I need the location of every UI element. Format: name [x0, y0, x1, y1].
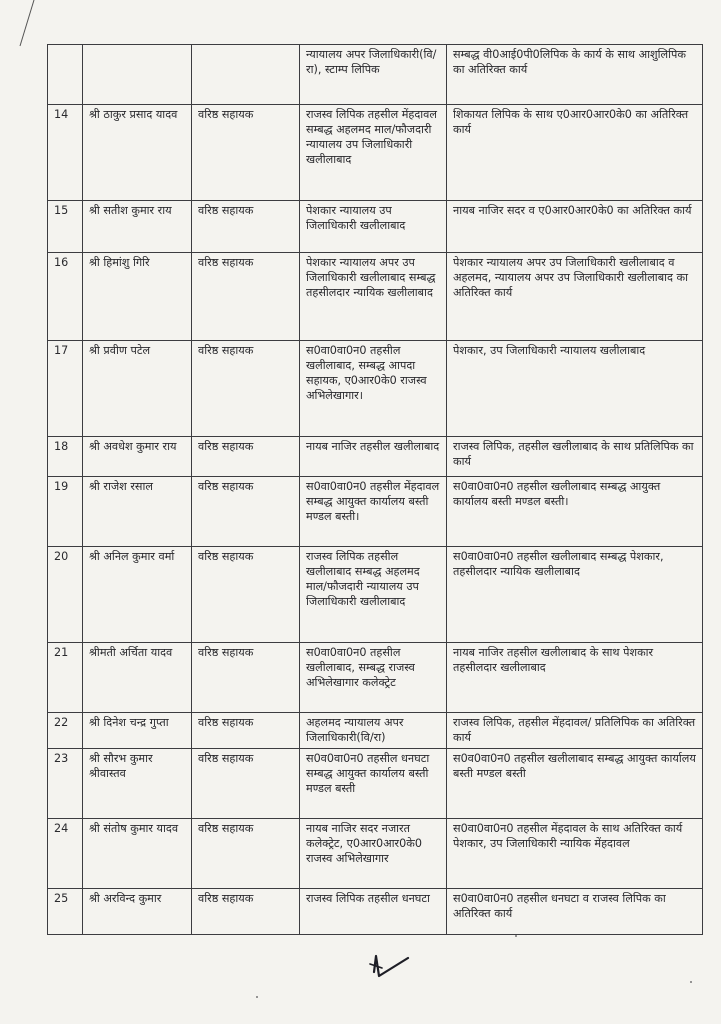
assigned-work: राजस्व लिपिक, तहसील मेंहदावल/ प्रतिलिपिक का अतिरिक्त कार्य — [447, 713, 703, 749]
assigned-work: स0वा0वा0न0 तहसील धनघटा व राजस्व लिपिक का अतिरिक्त कार्य — [447, 889, 703, 935]
assigned-work: शिकायत लिपिक के साथ ए0आर0आर0के0 का अतिरिक्त कार्य — [447, 105, 703, 201]
assigned-work: स0वा0वा0न0 तहसील मेंहदावल के साथ अतिरिक्त कार्य पेशकार, उप जिलाधिकारी न्यायिक मेंहदावल — [447, 819, 703, 889]
row-serial-number: 19 — [48, 477, 83, 547]
table-body — [48, 45, 703, 935]
employee-name: श्री हिमांशु गिरि — [83, 253, 192, 341]
designation: वरिष्ठ सहायक — [192, 643, 300, 713]
designation: वरिष्ठ सहायक — [192, 201, 300, 253]
designation: वरिष्ठ सहायक — [192, 889, 300, 935]
row-serial-number: 23 — [48, 749, 83, 819]
employee-name: श्री ठाकुर प्रसाद यादव — [83, 105, 192, 201]
row-serial-number: 20 — [48, 547, 83, 643]
paper-speck — [515, 935, 517, 937]
employee-name: श्री सतीश कुमार राय — [83, 201, 192, 253]
current-posting: राजस्व लिपिक तहसील मेंहदावल सम्बद्ध अहलमद माल/फौजदारी न्यायालय उप जिलाधिकारी खलीलाबाद — [300, 105, 447, 201]
designation — [192, 45, 300, 105]
designation: वरिष्ठ सहायक — [192, 749, 300, 819]
designation: वरिष्ठ सहायक — [192, 819, 300, 889]
row-serial-number: 14 — [48, 105, 83, 201]
employee-name: श्री अनिल कुमार वर्मा — [83, 547, 192, 643]
current-posting: राजस्व लिपिक तहसील खलीलाबाद सम्बद्ध अहलमद माल/फौजदारी न्यायालय उप जिलाधिकारी खलीलाबाद — [300, 547, 447, 643]
row-serial-number — [48, 45, 83, 105]
row-serial-number: 15 — [48, 201, 83, 253]
current-posting: स0वा0वा0न0 तहसील मेंहदावल सम्बद्ध आयुक्त कार्यालय बस्ती मण्डल बस्ती। — [300, 477, 447, 547]
current-posting: अहलमद न्यायालय अपर जिलाधिकारी(वि/रा) — [300, 713, 447, 749]
row-serial-number: 17 — [48, 341, 83, 437]
pen-stroke-mark — [14, 0, 38, 48]
row-serial-number: 25 — [48, 889, 83, 935]
current-posting: स0व0वा0न0 तहसील धनघटा सम्बद्ध आयुक्त कार्यालय बस्ती मण्डल बस्ती — [300, 749, 447, 819]
row-serial-number: 24 — [48, 819, 83, 889]
table-row — [48, 819, 703, 889]
current-posting: नायब नाजिर सदर नजारत कलेक्ट्रेट, ए0आर0आर0के0 राजस्व अभिलेखागार — [300, 819, 447, 889]
signature-mark — [366, 942, 414, 982]
table-row — [48, 749, 703, 819]
current-posting: स0वा0वा0न0 तहसील खलीलाबाद, सम्बद्ध आपदा सहायक, ए0आर0के0 राजस्व अभिलेखागार। — [300, 341, 447, 437]
designation: वरिष्ठ सहायक — [192, 105, 300, 201]
row-serial-number: 18 — [48, 437, 83, 477]
employee-name: श्री प्रवीण पटेल — [83, 341, 192, 437]
employee-name: श्री राजेश रसाल — [83, 477, 192, 547]
table-row — [48, 201, 703, 253]
assigned-work: नायब नाजिर सदर व ए0आर0आर0के0 का अतिरिक्त कार्य — [447, 201, 703, 253]
assigned-work: स0वा0वा0न0 तहसील खलीलाबाद सम्बद्ध आयुक्त कार्यालय बस्ती मण्डल बस्ती। — [447, 477, 703, 547]
designation: वरिष्ठ सहायक — [192, 547, 300, 643]
designation: वरिष्ठ सहायक — [192, 477, 300, 547]
assigned-work: राजस्व लिपिक, तहसील खलीलाबाद के साथ प्रतिलिपिक का कार्य — [447, 437, 703, 477]
table-row — [48, 713, 703, 749]
table-row — [48, 341, 703, 437]
table-row — [48, 437, 703, 477]
employee-name: श्री अरविन्द कुमार — [83, 889, 192, 935]
assigned-work: स0वा0वा0न0 तहसील खलीलाबाद सम्बद्ध पेशकार, तहसीलदार न्यायिक खलीलाबाद — [447, 547, 703, 643]
paper-speck — [256, 996, 258, 998]
current-posting: राजस्व लिपिक तहसील धनघटा — [300, 889, 447, 935]
assigned-work: स0व0वा0न0 तहसील खलीलाबाद सम्बद्ध आयुक्त कार्यालय बस्ती मण्डल बस्ती — [447, 749, 703, 819]
table-row — [48, 477, 703, 547]
employee-name: श्री दिनेश चन्द्र गुप्ता — [83, 713, 192, 749]
table-row — [48, 889, 703, 935]
table-row — [48, 253, 703, 341]
staff-assignment-table — [47, 44, 703, 935]
row-serial-number: 16 — [48, 253, 83, 341]
table-row — [48, 45, 703, 105]
assigned-work: पेशकार, उप जिलाधिकारी न्यायालय खलीलाबाद — [447, 341, 703, 437]
current-posting: पेशकार न्यायालय अपर उप जिलाधिकारी खलीलाबाद सम्बद्ध तहसीलदार न्यायिक खलीलाबाद — [300, 253, 447, 341]
assigned-work: पेशकार न्यायालय अपर उप जिलाधिकारी खलीलाबाद व अहलमद, न्यायालय अपर उप जिलाधिकारी खलीलाबाद का अतिरिक्त कार्य — [447, 253, 703, 341]
table-row — [48, 643, 703, 713]
assigned-work: सम्बद्ध वी0आई0पी0लिपिक के कार्य के साथ आशुलिपिक का अतिरिक्त कार्य — [447, 45, 703, 105]
employee-name: श्री सौरभ कुमार श्रीवास्तव — [83, 749, 192, 819]
designation: वरिष्ठ सहायक — [192, 341, 300, 437]
designation: वरिष्ठ सहायक — [192, 437, 300, 477]
employee-name: श्री संतोष कुमार यादव — [83, 819, 192, 889]
assigned-work: नायब नाजिर तहसील खलीलाबाद के साथ पेशकार तहसीलदार खलीलाबाद — [447, 643, 703, 713]
employee-name: श्रीमती अर्चिता यादव — [83, 643, 192, 713]
current-posting: स0वा0वा0न0 तहसील खलीलाबाद, सम्बद्ध राजस्व अभिलेखागार कलेक्ट्रेट — [300, 643, 447, 713]
table-row — [48, 105, 703, 201]
current-posting: नायब नाजिर तहसील खलीलाबाद — [300, 437, 447, 477]
table-row — [48, 547, 703, 643]
row-serial-number: 21 — [48, 643, 83, 713]
employee-name: श्री अवधेश कुमार राय — [83, 437, 192, 477]
paper-speck — [690, 981, 692, 983]
row-serial-number: 22 — [48, 713, 83, 749]
current-posting: पेशकार न्यायालय उप जिलाधिकारी खलीलाबाद — [300, 201, 447, 253]
current-posting: न्यायालय अपर जिलाधिकारी(वि/रा), स्टाम्प लिपिक — [300, 45, 447, 105]
designation: वरिष्ठ सहायक — [192, 713, 300, 749]
designation: वरिष्ठ सहायक — [192, 253, 300, 341]
employee-name — [83, 45, 192, 105]
